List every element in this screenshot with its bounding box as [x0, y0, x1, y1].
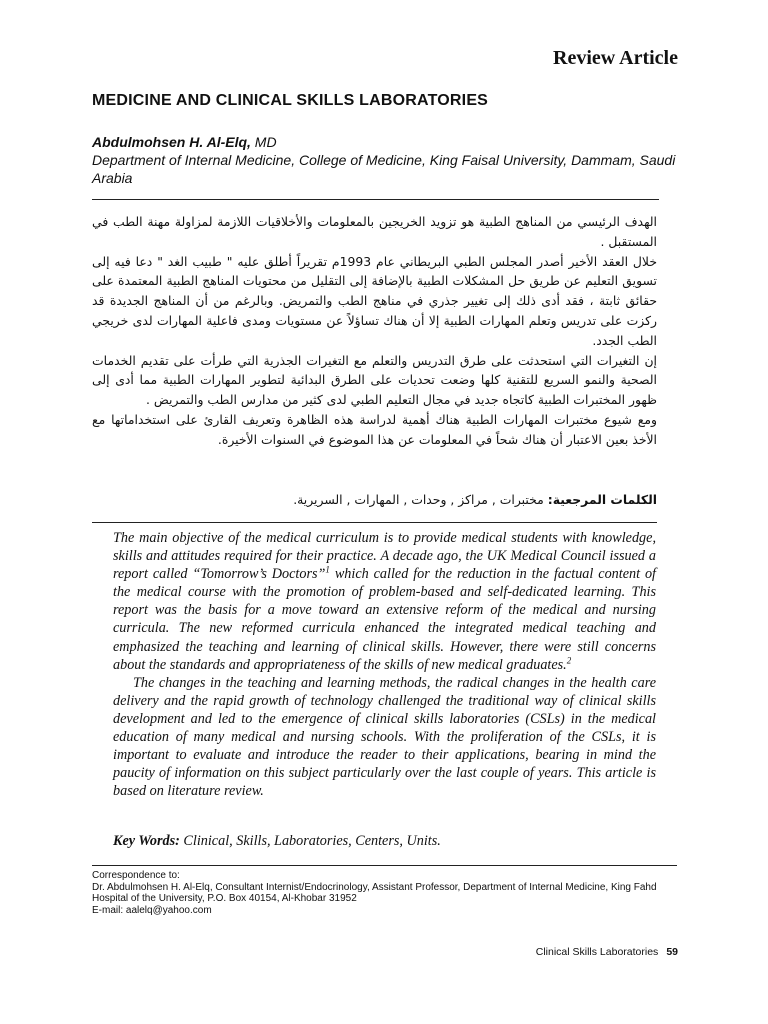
abstract-text: The main objective of the medical curriculum is to provide medical students with knowledge, skills and attitudes required for their practice. A decade ago, the UK Medical Council issued a report called “Tomorrow’s Doctors” [113, 530, 656, 583]
divider-top [92, 199, 659, 200]
abstract-paragraph-1 [113, 529, 656, 674]
running-title: Clinical Skills Laboratories [535, 946, 659, 958]
author-affiliation: Department of Internal Medicine, College of Medicine, King Faisal University, Dammam, Saudi Arabia [92, 152, 676, 186]
abstract-paragraph-2: The changes in the teaching and learning methods, the radical changes in the health care delivery and the rapid growth of technology challenged the traditional way of clinical skills development and led to the emergence of clinical skills laboratories (CSLs) in the medical education of many medical and nursing schools. With the proliferation of the CSLs, it is important to evaluate and introduce the reader to their applications, bearing in mind the paucity of information on this subject particularly over the last couple of years. This article is based on literature review. [113, 674, 656, 800]
reference-marker: 2 [566, 654, 572, 665]
author-name: Abdulmohsen H. Al-Elq, [92, 134, 251, 150]
correspondence-block [92, 870, 682, 916]
arabic-paragraph: ومع شيوع مختبرات المهارات الطبية هناك أهمية لدراسة هذه الظاهرة وتعريف القارئ على استخداماتها مع الأخذ بعين الاعتبار أن هناك شحاً في المعلومات عن هذا الموضوع في السنوات الأخيرة. [92, 411, 657, 447]
divider-correspondence [92, 865, 677, 866]
keywords-label: Key Words: [113, 833, 180, 849]
reference-marker: 1 [325, 564, 330, 575]
arabic-keywords-list: مختبرات , مراكز , وحدات , المهارات , السريرية. [293, 492, 548, 507]
author-degree: MD [250, 134, 277, 150]
english-keywords [113, 833, 441, 850]
article-type-label: Review Article [553, 47, 678, 69]
arabic-paragraph: إن التغيرات التي استحدثت على طرق التدريس والتعلم مع التغيرات الجذرية التي طرأت على تقديم الخدمات الصحية والنمو السريع للتقنية كلها وضعت تحديات على الطرق البدائية لتطوير المهارات الطبية مما أدى إلى ظهور المختبرات الطبية كاتجاه جديد في مجال التعليم الطبي لدى كثير من مدارس الطب والتمريض . [92, 352, 657, 408]
arabic-paragraph: خلال العقد الأخير أصدر المجلس الطبي البريطاني عام 1993م تقريراً أطلق عليه " طبيب الغد " دعا فيه إلى تسويق التعليم عن طريق حل المشكلات الطبية بالإضافة إلى التقليل من محتويات المناهج الطبية المعتمدة على حقائق ثابتة ، فقد أدى ذلك إلى تغيير جذري في مناهج الطب والتمريض. وبالرغم من أن المناهج الجديدة قد ركزت على تدريس وتعلم المهارات الطبية إلا أن هناك تساؤلاً عن مستويات ومدى فاعلية المهارات لدى خريجي الطب الجدد. [92, 253, 657, 348]
english-abstract [113, 529, 656, 800]
page-footer [536, 946, 678, 958]
keywords-list: Clinical, Skills, Laboratories, Centers, Units. [179, 833, 441, 849]
page-number: 59 [666, 946, 678, 958]
arabic-keywords [92, 492, 657, 507]
correspondence-label: Correspondence to: [92, 870, 180, 881]
divider-middle [92, 522, 657, 523]
author-line [92, 134, 277, 150]
arabic-paragraph: الهدف الرئيسي من المناهج الطبية هو تزويد الخريجين بالمعلومات والأخلاقيات اللازمة لمزاولة مهنة الطب في المستقبل . [92, 214, 657, 249]
abstract-text: which called for the reduction in the factual content of the medical course with the promotion of problem-based and self-dedicated learning. This report was the basis for a move toward an extensive reform of the medical and nursing curricula. The new reformed curricula enhanced the integrated medical teaching and emphasized the teaching and learning of clinical skills. However, there were still concerns about the standards and appropriateness of the skills of new medical graduates. [113, 566, 656, 673]
article-title: MEDICINE AND CLINICAL SKILLS LABORATORIES [92, 92, 489, 109]
arabic-keywords-label: الكلمات المرجعية: [547, 492, 657, 507]
correspondence-email: E-mail: aalelq@yahoo.com [92, 904, 212, 916]
correspondence-address: Dr. Abdulmohsen H. Al-Elq, Consultant Internist/Endocrinology, Assistant Professor, Department of Internal Medicine, King Fahd Hospital of the University, P.O. Box 40154, Al-Khobar 31952 [92, 881, 657, 905]
arabic-abstract [92, 212, 657, 450]
